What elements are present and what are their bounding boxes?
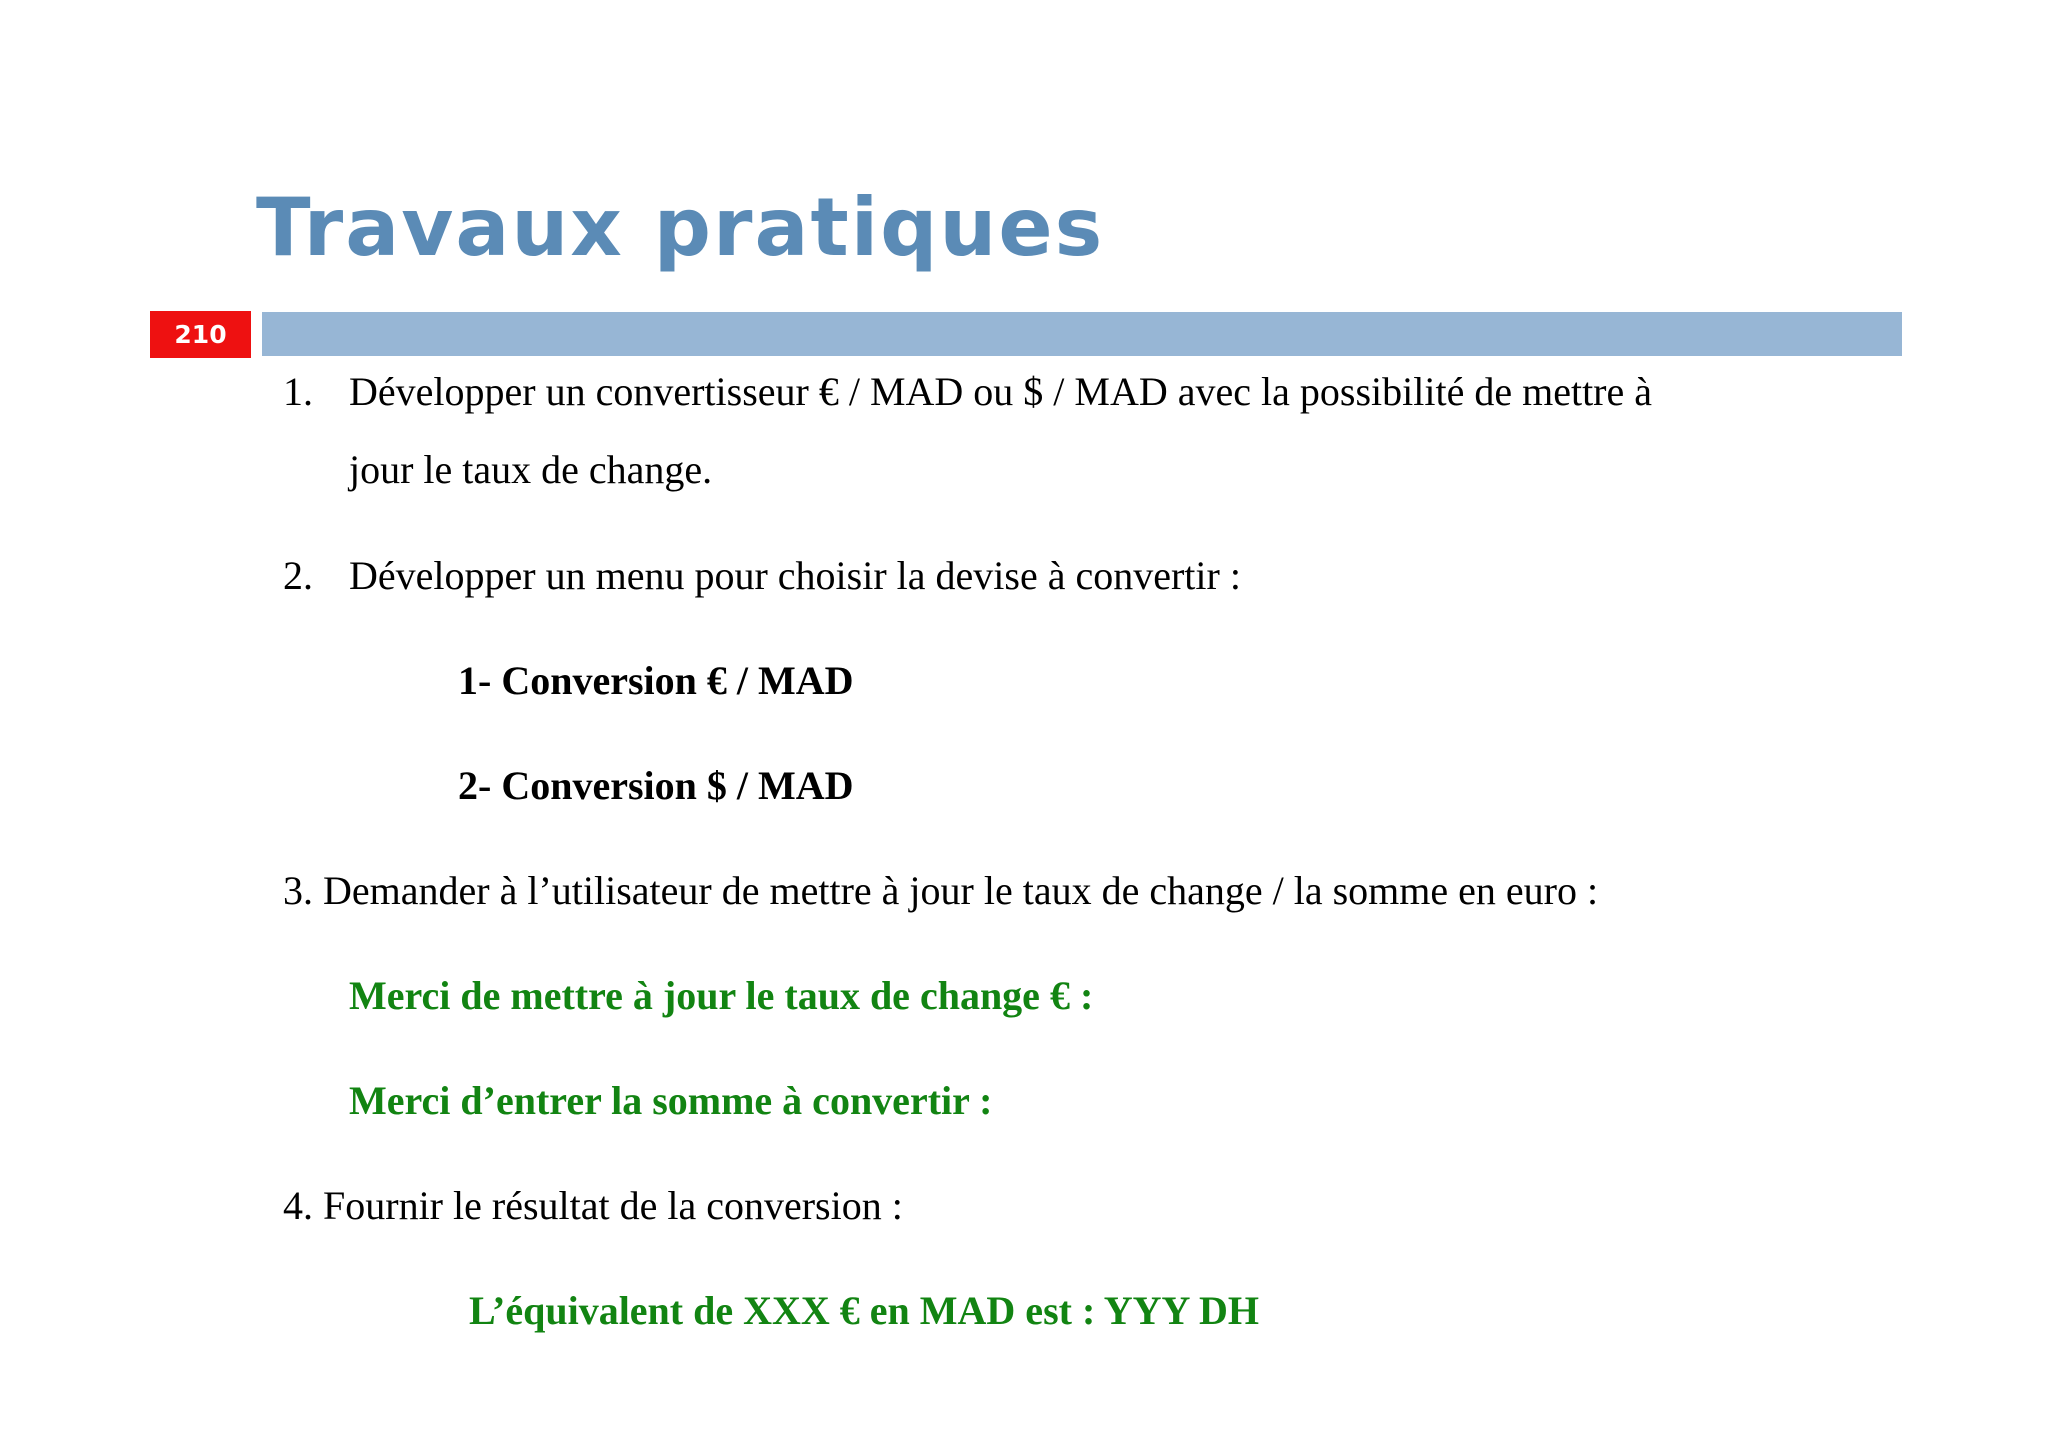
list-item-text: Développer un menu pour choisir la devise à convertir :: [349, 553, 1241, 598]
list-item-number: 1.: [283, 369, 313, 414]
prompt-amount: Merci d’entrer la somme à convertir :: [349, 1078, 993, 1123]
menu-option-euro: 1- Conversion € / MAD: [458, 658, 854, 703]
slide-title: Travaux pratiques: [256, 181, 1105, 274]
prompt-exchange-rate: Merci de mettre à jour le taux de change € :: [349, 973, 1094, 1018]
list-item-1: [283, 367, 1652, 417]
list-item-4: 4. Fournir le résultat de la conversion :: [283, 1183, 903, 1228]
list-item-1-continuation: jour le taux de change.: [349, 447, 713, 492]
menu-option-dollar: 2- Conversion $ / MAD: [458, 763, 854, 808]
page-number-badge: 210: [150, 311, 251, 358]
list-item-text: Développer un convertisseur € / MAD ou $ / MAD avec la possibilité de mettre à: [349, 369, 1653, 414]
list-item-2: [283, 551, 1241, 601]
conversion-result: L’équivalent de XXX € en MAD est : YYY DH: [469, 1288, 1259, 1333]
title-divider-bar: [262, 312, 1902, 356]
list-item-number: 2.: [283, 553, 313, 598]
list-item-3: 3. Demander à l’utilisateur de mettre à jour le taux de change / la somme en euro :: [283, 868, 1599, 913]
